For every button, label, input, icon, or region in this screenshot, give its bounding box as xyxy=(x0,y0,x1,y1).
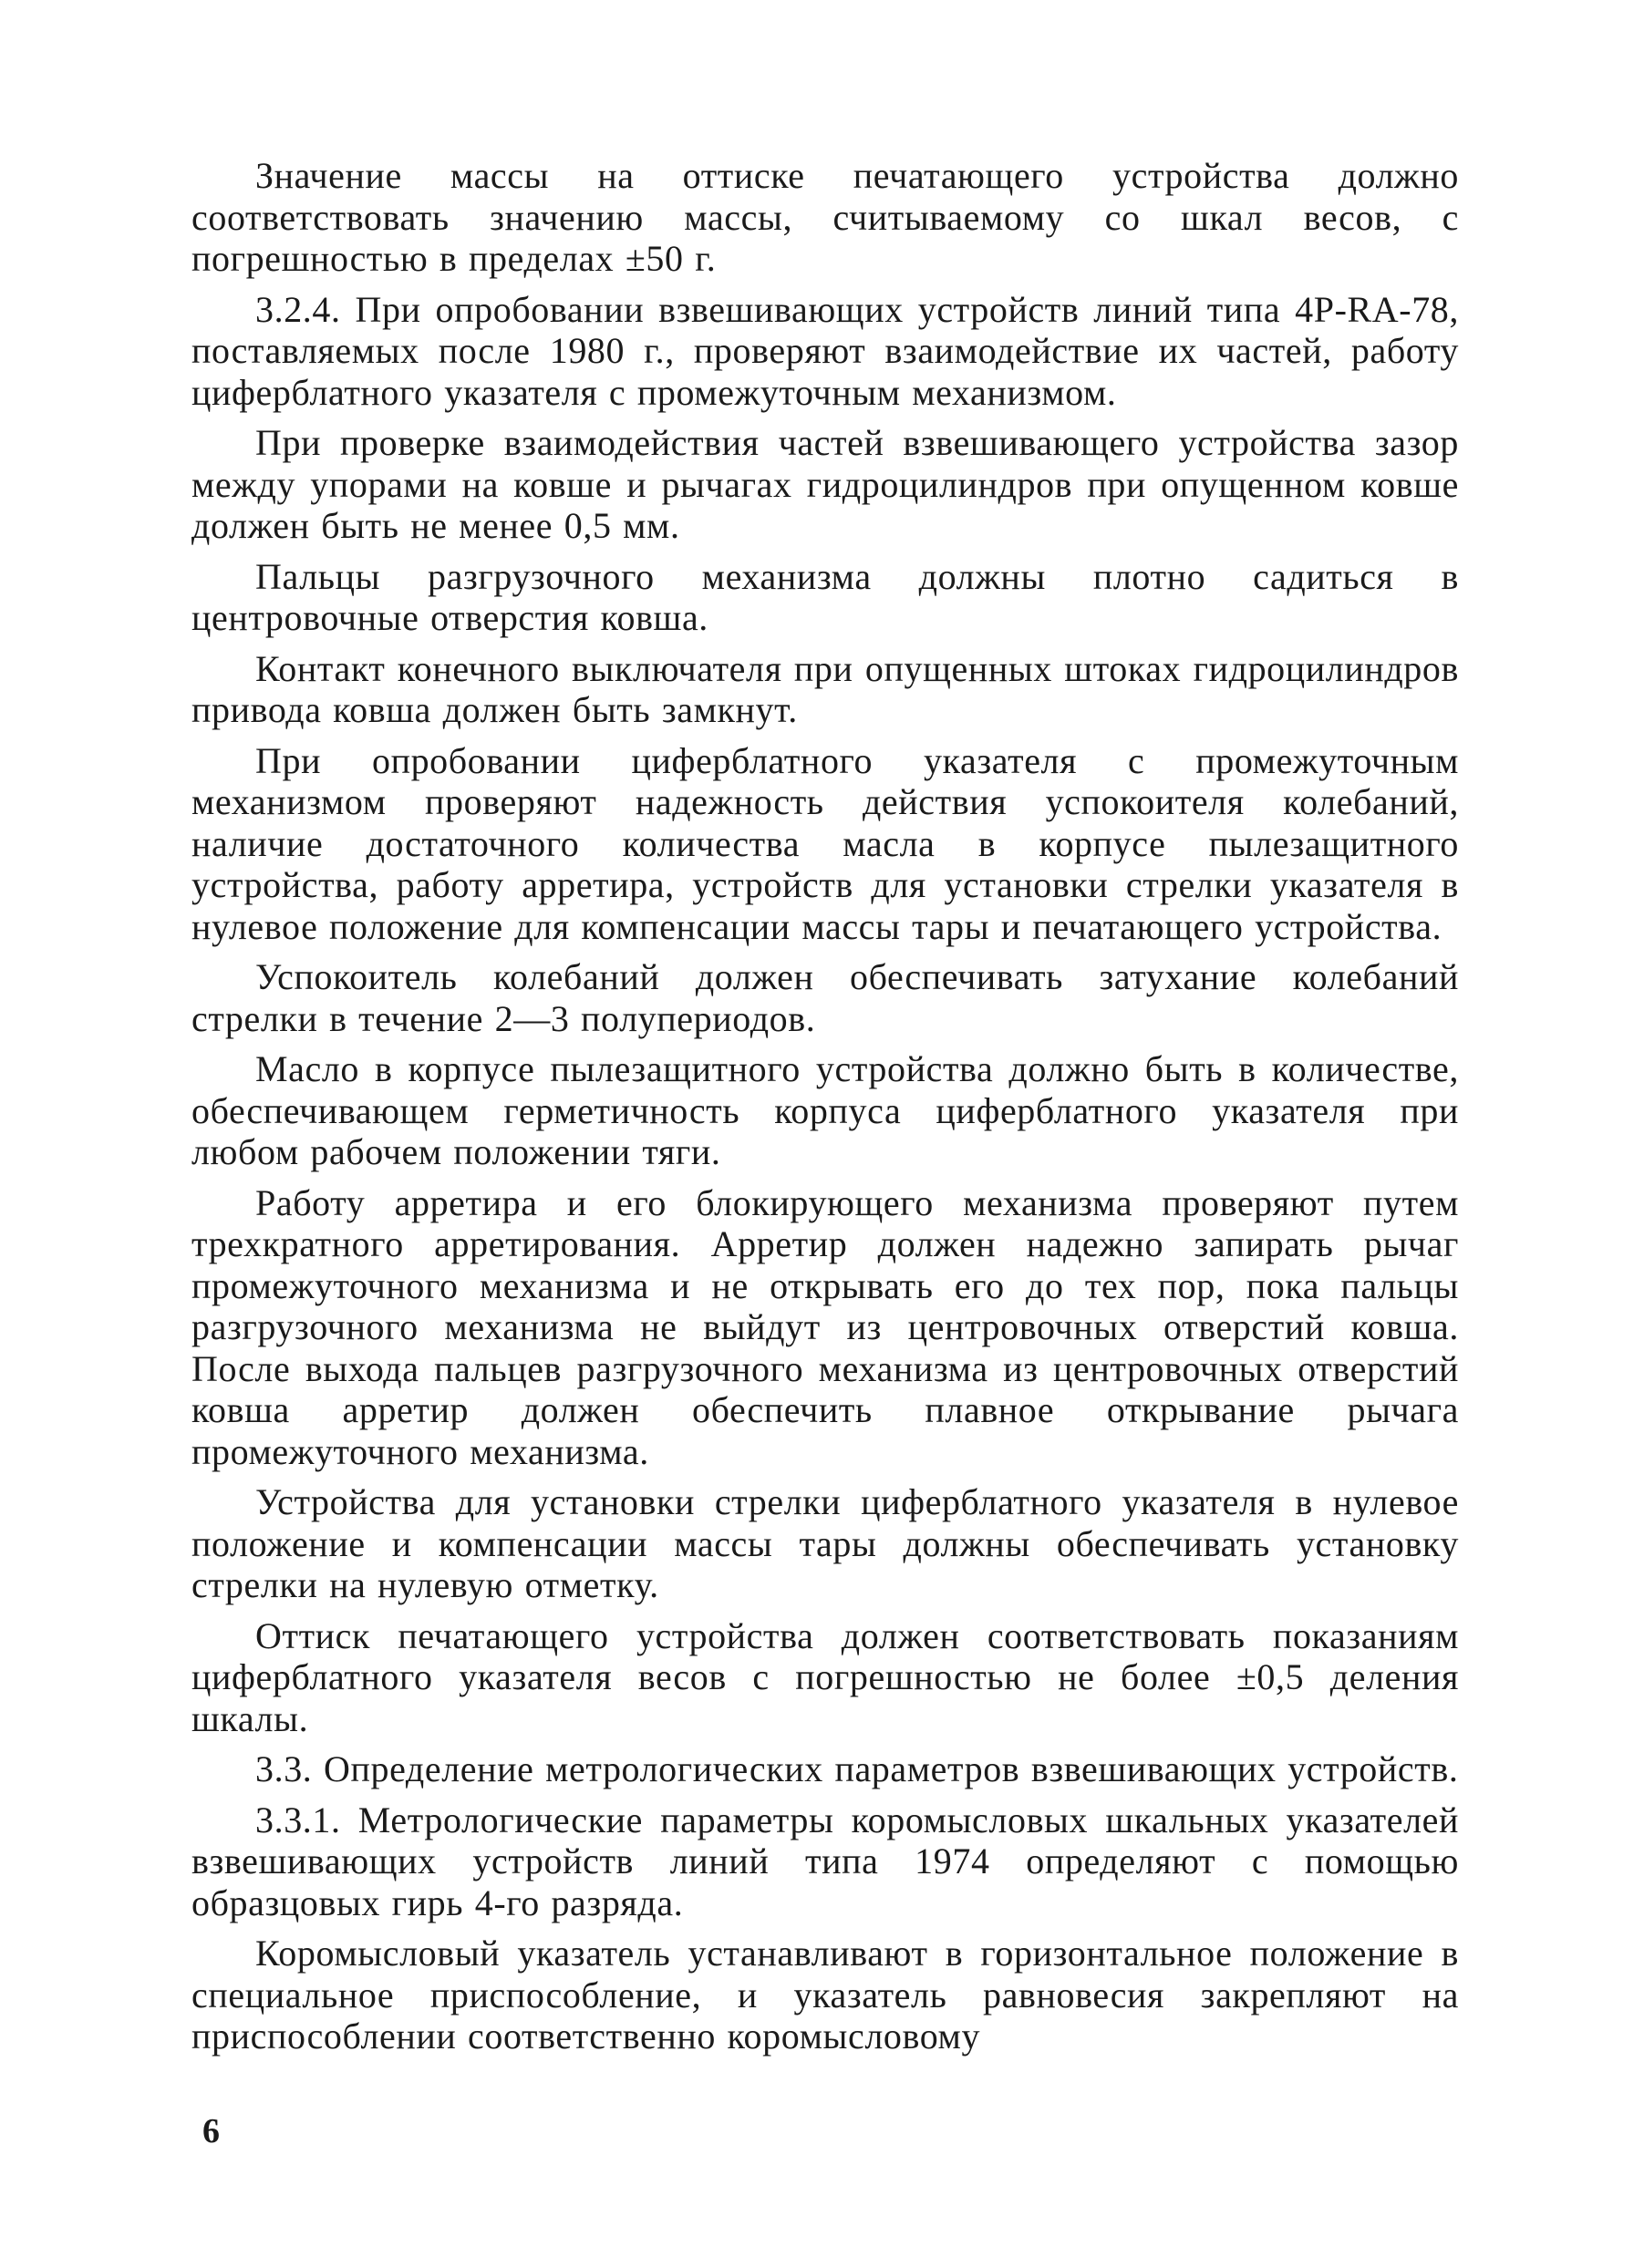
paragraph-damper: Успокоитель колебаний должен обеспечивать затухание колебаний стрелки в течение 2—3 полупериодов. xyxy=(191,956,1459,1039)
paragraph-oil: Масло в корпусе пылезащитного устройства должно быть в количестве, обеспечивающем герметичность корпуса циферблатного указателя при любом рабочем положении тяги. xyxy=(191,1048,1459,1172)
paragraph-3-3: 3.3. Определение метрологических параметров взвешивающих устройств. xyxy=(255,1748,1459,1789)
paragraph-mass-print-value: Значение массы на оттиске печатающего устройства должно соответствовать значению массы, считываемому со шкал весов, с погрешностью в пределах ±50 г. xyxy=(191,155,1459,279)
paragraph-dial-indicator-test: При опробовании циферблатного указателя с промежуточным механизмом проверяют надежность действия успокоителя колебаний, наличие достаточного количества масла в корпусе пылезащитного устройства, работу арретира, устройств для установки стрелки указателя в нулевое положение для компенсации массы тары и печатающего устройства. xyxy=(191,739,1459,947)
paragraph-3-2-4: 3.2.4. При опробовании взвешивающих устройств линий типа 4P-RA-78, поставляемых после 1980 г., проверяют взаимодействие их частей, работу циферблатного указателя с промежуточным механизмом. xyxy=(191,288,1459,413)
paragraph-interaction-check: При проверке взаимодействия частей взвешивающего устройства зазор между упорами на ковше и рычагах гидроцилиндров при опущенном ковше должен быть не менее 0,5 мм. xyxy=(191,422,1459,546)
paragraph-zero-setting: Устройства для установки стрелки циферблатного указателя в нулевое положение и компенсации массы тары должны обеспечивать установку стрелки на нулевую отметку. xyxy=(191,1481,1459,1605)
paragraph-limit-switch: Контакт конечного выключателя при опущенных штоках гидроцилиндров привода ковша должен быть замкнут. xyxy=(191,647,1459,730)
page-number: 6 xyxy=(202,2112,220,2150)
paragraph-print-accuracy: Оттиск печатающего устройства должен соответствовать показаниям циферблатного указателя весов с погрешностью не более ±0,5 деления шкалы. xyxy=(191,1614,1459,1739)
paragraph-beam-indicator: Коромысловый указатель устанавливают в горизонтальное положение в специальное приспособление, и указатель равновесия закрепляют на приспособлении соответственно коромысловому xyxy=(191,1933,1459,2057)
paragraph-arrester: Работу арретира и его блокирующего механизма проверяют путем трехкратного арретирования. Арретир должен надежно запирать рычаг промежуточного механизма и не открывать его до тех пор, пока пальцы разгрузочного механизма не выйдут из центровочных отверстий ковша. После выхода пальцев разгрузочного механизма из центровочных отверстий ковша арретир должен обеспечить плавное открывание рычага промежуточного механизма. xyxy=(191,1181,1459,1472)
page-body xyxy=(191,155,1459,2067)
paragraph-3-3-1: 3.3.1. Метрологические параметры коромысловых шкальных указателей взвешивающих устройств линий типа 1974 определяют с помощью образцовых гирь 4-го разряда. xyxy=(191,1799,1459,1923)
paragraph-unloading-fingers: Пальцы разгрузочного механизма должны плотно садиться в центровочные отверстия ковша. xyxy=(191,555,1459,638)
